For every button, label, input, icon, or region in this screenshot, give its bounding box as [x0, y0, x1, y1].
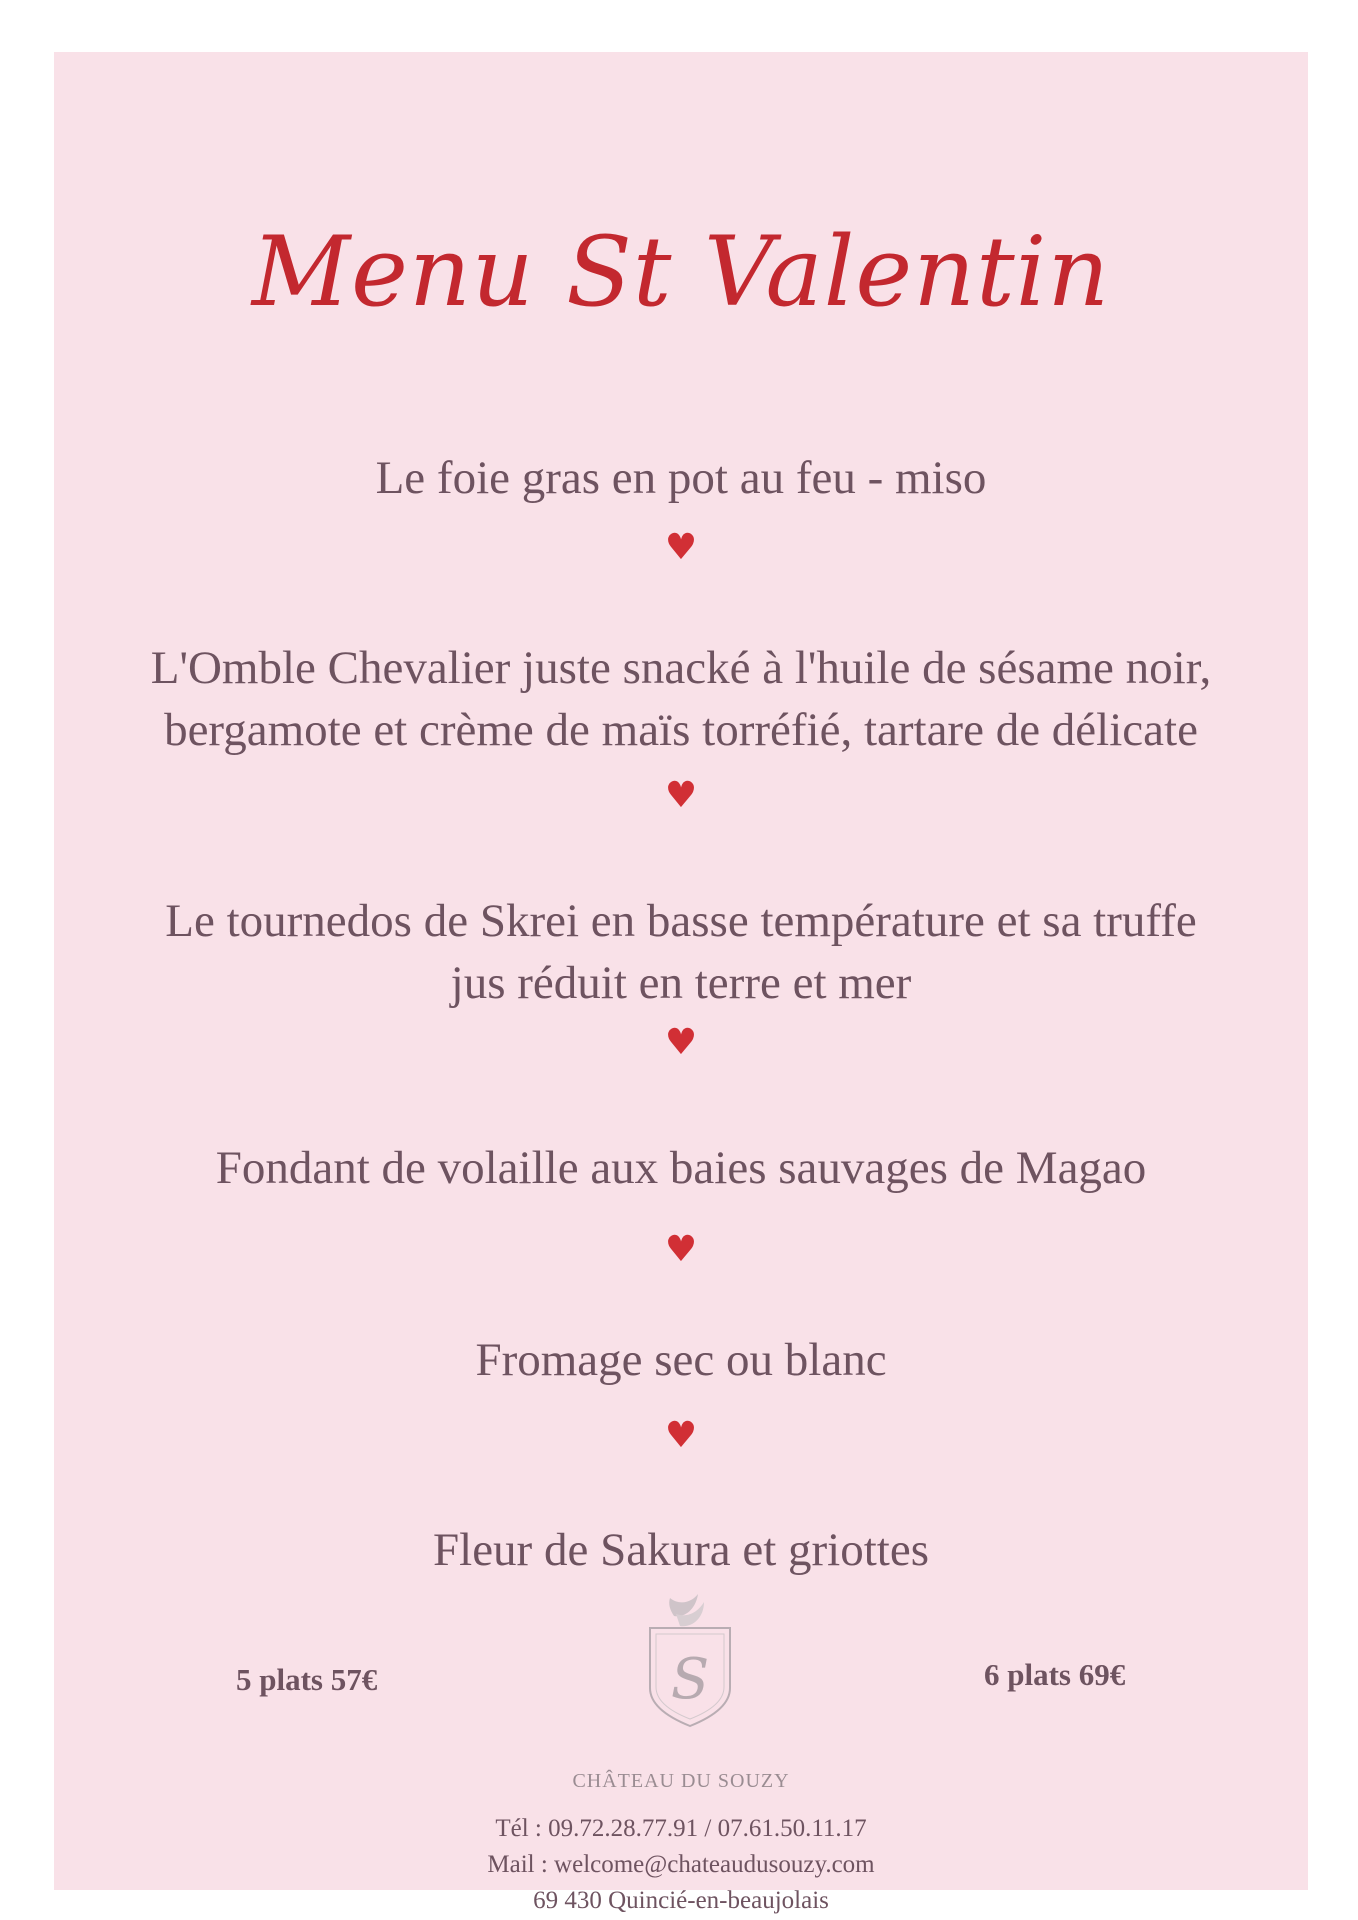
course-2-line-2: bergamote et crème de maïs torréfié, tartare de délicate — [164, 704, 1198, 756]
heart-separator-3: ♥ — [664, 1022, 698, 1063]
course-3-line-1: Le tournedos de Skrei en basse température et sa truffe — [165, 895, 1197, 947]
course-2-line-1: L'Omble Chevalier juste snacké à l'huile de sésame noir, — [150, 642, 1212, 694]
heart-separator-1: ♥ — [664, 527, 698, 568]
price-5-courses: 5 plats 57€ — [236, 1662, 378, 1697]
chateau-name: CHÂTEAU DU SOUZY — [572, 1770, 790, 1792]
course-3 — [94, 890, 1268, 1014]
course-1 — [94, 447, 1268, 509]
price-6-courses: 6 plats 69€ — [984, 1657, 1126, 1692]
heart-separator-5: ♥ — [664, 1415, 698, 1456]
svg-text:S: S — [670, 1647, 710, 1712]
contact-mail: Mail : welcome@chateaudusouzy.com — [487, 1851, 875, 1878]
course-2 — [94, 637, 1268, 761]
chateau-shield-logo — [640, 1592, 740, 1732]
heart-separator-4: ♥ — [664, 1229, 698, 1270]
contact-phone: Tél : 09.72.28.77.91 / 07.61.50.11.17 — [495, 1815, 867, 1842]
contact-address: 69 430 Quincié-en-beaujolais — [533, 1887, 829, 1914]
course-1-line-1: Le foie gras en pot au feu - miso — [375, 452, 987, 504]
menu-title: Menu St Valentin — [251, 216, 1111, 328]
course-5 — [94, 1329, 1268, 1391]
course-3-line-2: jus réduit en terre et mer — [450, 957, 912, 1009]
course-5-line-1: Fromage sec ou blanc — [475, 1334, 887, 1386]
menu-card — [54, 52, 1308, 1914]
heart-separator-2: ♥ — [664, 775, 698, 816]
course-4 — [94, 1137, 1268, 1199]
course-6 — [94, 1519, 1268, 1581]
course-6-line-1: Fleur de Sakura et griottes — [433, 1524, 929, 1576]
course-4-line-1: Fondant de volaille aux baies sauvages de Magao — [215, 1142, 1147, 1194]
